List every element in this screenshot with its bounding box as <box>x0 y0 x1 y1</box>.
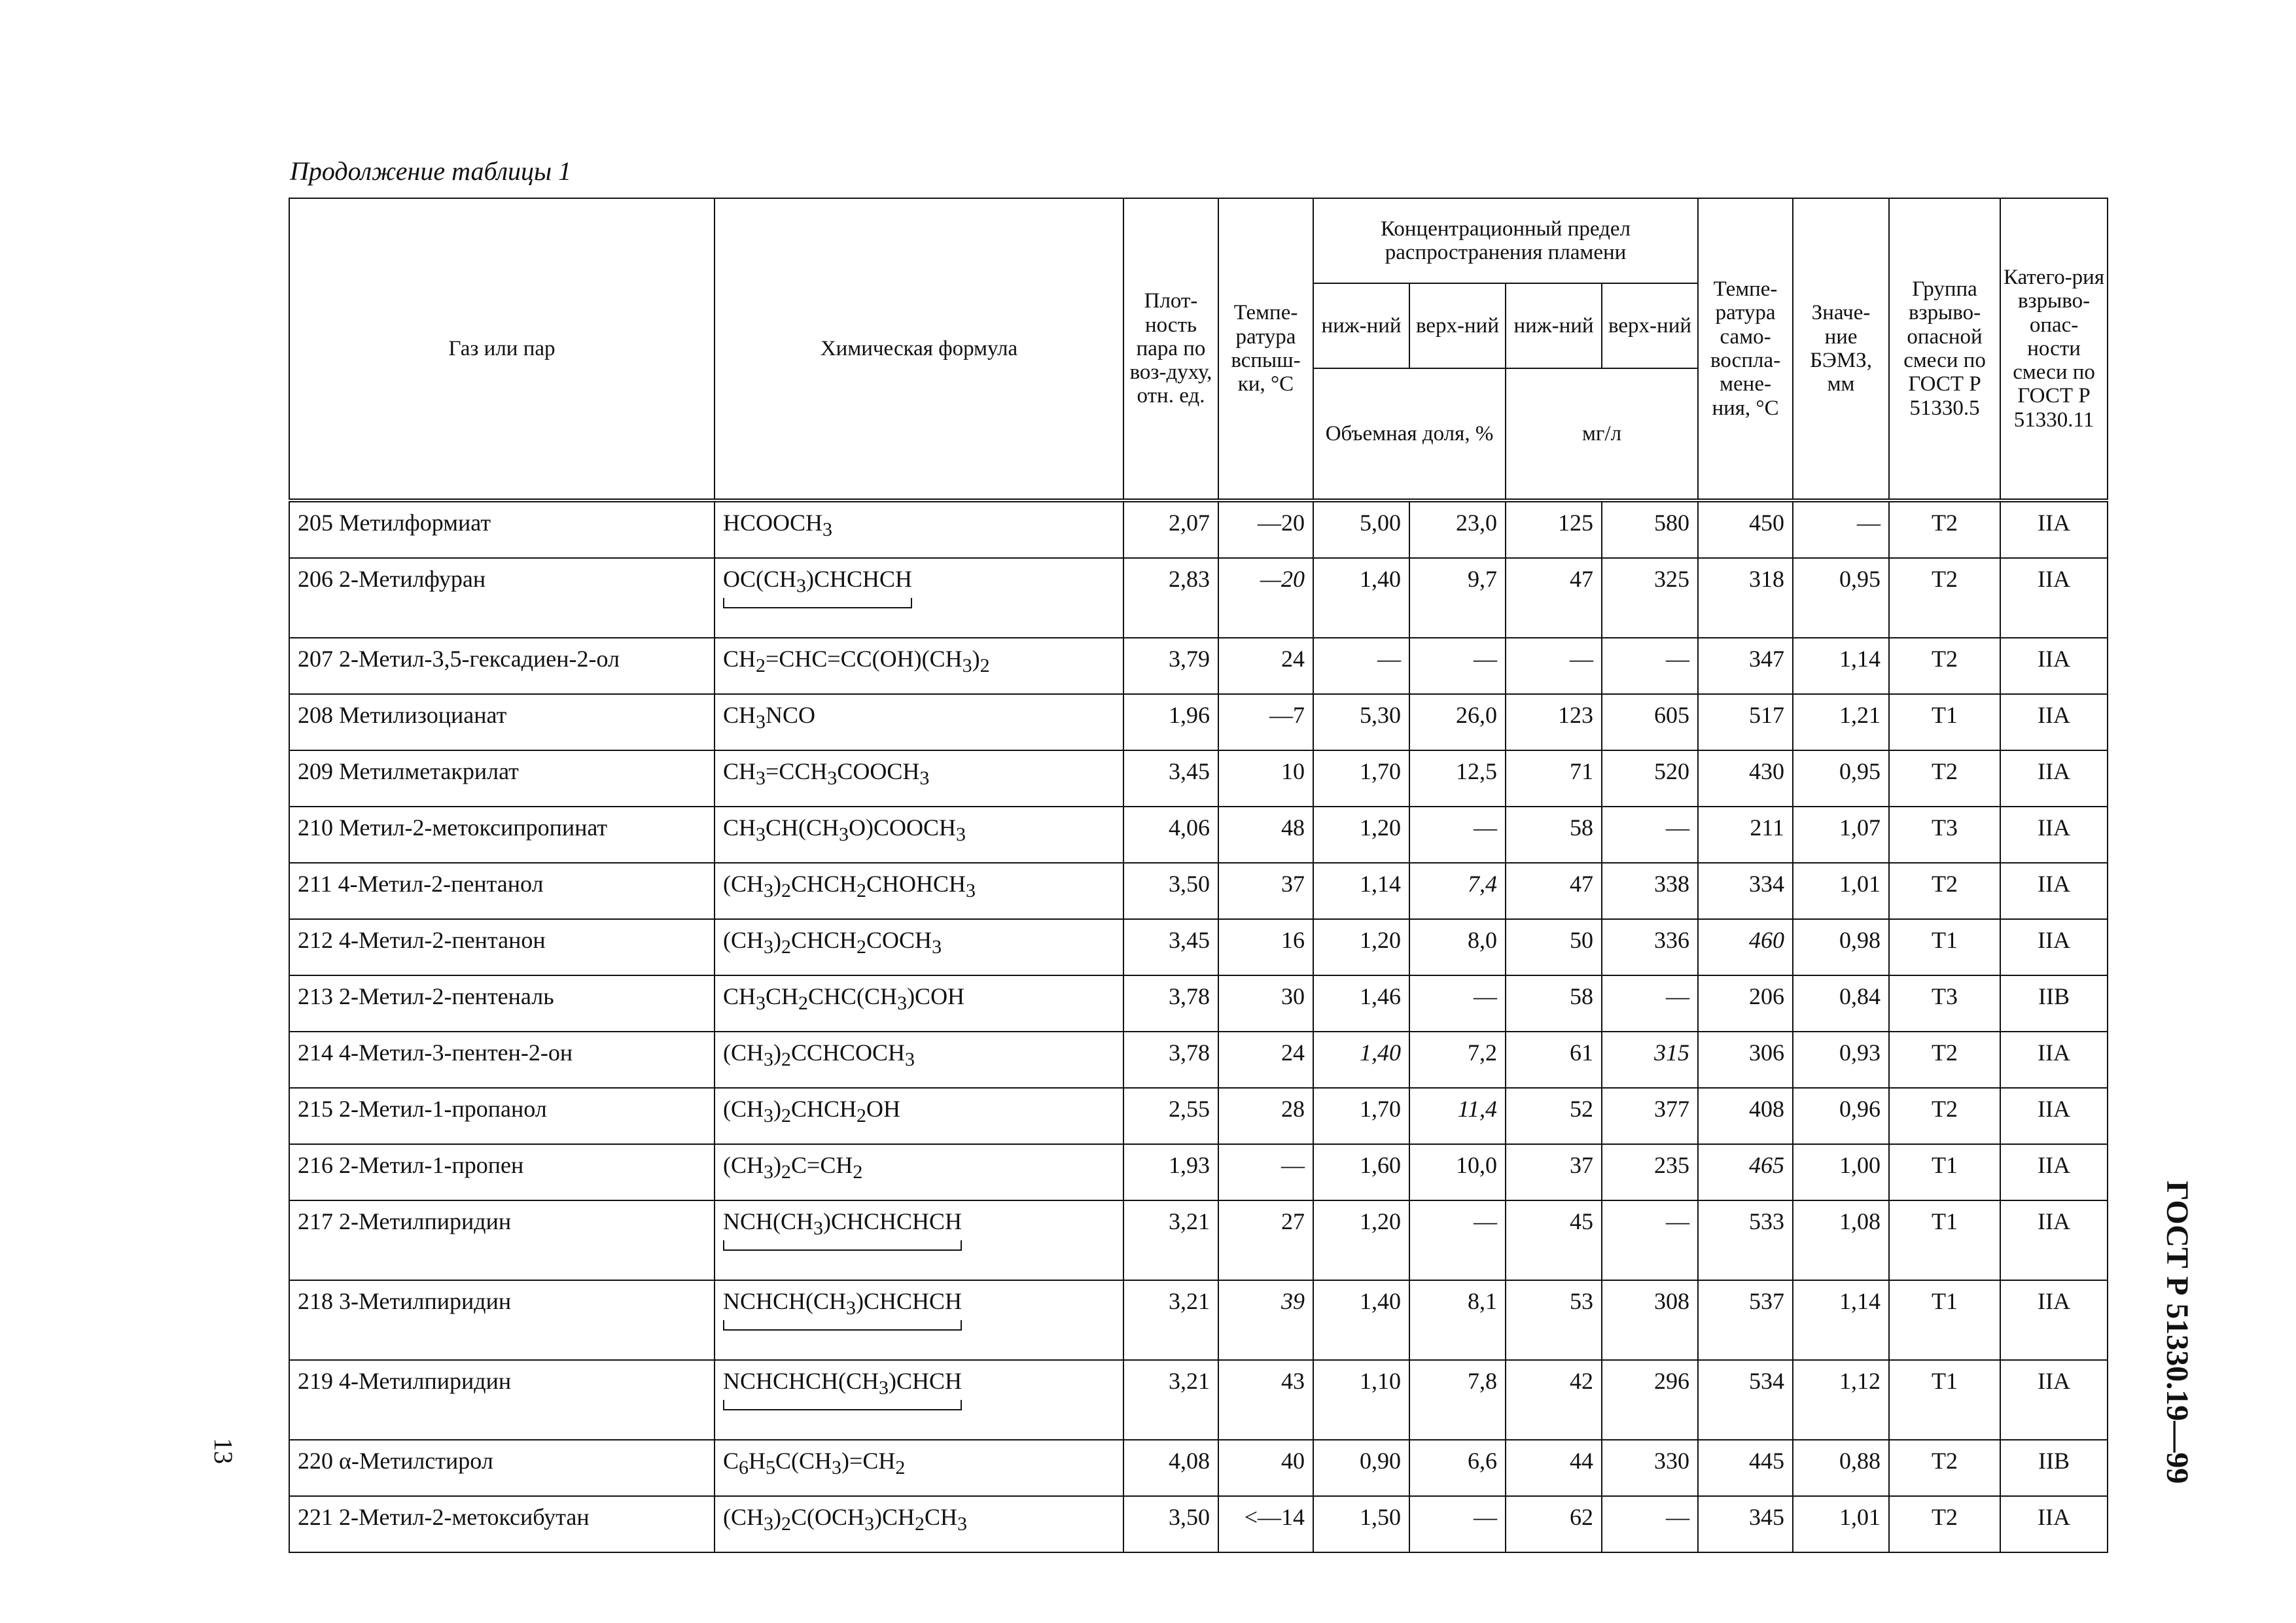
cell-group: T2 <box>1889 500 2000 558</box>
cell-group: T2 <box>1889 1440 2000 1496</box>
cell-formula <box>715 807 1123 863</box>
cell-upper-vol: 26,0 <box>1409 694 1506 750</box>
cell-lower-vol: 1,40 <box>1313 1280 1409 1360</box>
cell-group: T1 <box>1889 919 2000 975</box>
table-row <box>289 558 2108 638</box>
cell-category: IIA <box>2000 558 2108 638</box>
cell-lower-mg: 37 <box>1506 1144 1602 1200</box>
table-row <box>289 638 2108 694</box>
cell-flash: 37 <box>1218 863 1313 919</box>
cell-lower-mg: 52 <box>1506 1088 1602 1144</box>
cell-lower-mg: 47 <box>1506 863 1602 919</box>
cell-category: IIA <box>2000 1200 2108 1280</box>
header-conc-limit: Концентрационный предел распространения пламени <box>1313 198 1698 283</box>
table-row <box>289 975 2108 1032</box>
cell-flash: —20 <box>1218 500 1313 558</box>
table-row <box>289 694 2108 750</box>
cell-category: IIA <box>2000 694 2108 750</box>
cell-upper-vol: — <box>1409 638 1506 694</box>
cell-formula <box>715 1280 1123 1360</box>
header-category: Катего-рия взрыво-опас-ности смеси по ГОСТ Р 51330.11 <box>2000 198 2108 500</box>
cell-density: 3,50 <box>1123 1496 1218 1552</box>
cell-memz: 1,14 <box>1793 638 1889 694</box>
header-density: Плот-ность пара по воз-духу, отн. ед. <box>1123 198 1218 500</box>
cell-upper-mg: 235 <box>1602 1144 1698 1200</box>
table-row <box>289 919 2108 975</box>
cell-formula <box>715 1088 1123 1144</box>
formula-text: $NCHCHCH(CH_3)CHCH$ <box>723 1369 962 1410</box>
table-row <box>289 750 2108 807</box>
cell-category: IIA <box>2000 1088 2108 1144</box>
cell-name: 213 2-Метил-2-пентеналь <box>289 975 715 1032</box>
cell-density: 2,07 <box>1123 500 1218 558</box>
cell-flash: 39 <box>1218 1280 1313 1360</box>
cell-autoignition: 347 <box>1698 638 1793 694</box>
cell-autoignition: 206 <box>1698 975 1793 1032</box>
cell-upper-mg: 296 <box>1602 1360 1698 1440</box>
header-formula: Химическая формула <box>715 198 1123 500</box>
cell-formula <box>715 1144 1123 1200</box>
gost-code: ГОСТ Р 51330.19—99 <box>2160 1181 2195 1484</box>
cell-name: 221 2-Метил-2-метоксибутан <box>289 1496 715 1552</box>
table-row <box>289 1088 2108 1144</box>
table-row <box>289 1144 2108 1200</box>
header-vol-fraction: Объемная доля, % <box>1313 368 1506 500</box>
cell-lower-vol: 1,40 <box>1313 558 1409 638</box>
cell-category: IIA <box>2000 919 2108 975</box>
cell-memz: 0,93 <box>1793 1032 1889 1088</box>
cell-name: 216 2-Метил-1-пропен <box>289 1144 715 1200</box>
cell-group: T1 <box>1889 1280 2000 1360</box>
gas-properties-table <box>289 198 2108 1553</box>
cell-category: IIB <box>2000 975 2108 1032</box>
cell-formula <box>715 1032 1123 1088</box>
cell-upper-vol: 7,4 <box>1409 863 1506 919</box>
cell-lower-vol: 1,70 <box>1313 750 1409 807</box>
cell-flash: 28 <box>1218 1088 1313 1144</box>
cell-flash: 30 <box>1218 975 1313 1032</box>
cell-upper-vol: 8,1 <box>1409 1280 1506 1360</box>
cell-category: IIA <box>2000 500 2108 558</box>
cell-upper-mg: 605 <box>1602 694 1698 750</box>
cell-name: 209 Метилметакрилат <box>289 750 715 807</box>
table-row <box>289 1280 2108 1360</box>
cell-group: T2 <box>1889 750 2000 807</box>
cell-autoignition: 534 <box>1698 1360 1793 1440</box>
header-upper-mg: верх-ний <box>1602 283 1698 368</box>
table-body <box>289 500 2108 1552</box>
header-upper-vol: верх-ний <box>1409 283 1506 368</box>
cell-memz: 1,07 <box>1793 807 1889 863</box>
cell-group: T2 <box>1889 638 2000 694</box>
cell-memz: 1,12 <box>1793 1360 1889 1440</box>
cell-memz: 0,98 <box>1793 919 1889 975</box>
cell-upper-vol: 6,6 <box>1409 1440 1506 1496</box>
cell-lower-vol: 5,00 <box>1313 500 1409 558</box>
cell-upper-mg: 520 <box>1602 750 1698 807</box>
cell-memz: 1,14 <box>1793 1280 1889 1360</box>
cell-flash: 24 <box>1218 638 1313 694</box>
ring-bracket <box>723 598 912 608</box>
cell-upper-mg: 308 <box>1602 1280 1698 1360</box>
cell-flash: —7 <box>1218 694 1313 750</box>
cell-memz: — <box>1793 500 1889 558</box>
cell-autoignition: 445 <box>1698 1440 1793 1496</box>
cell-lower-vol: 1,40 <box>1313 1032 1409 1088</box>
cell-name: 211 4-Метил-2-пентанол <box>289 863 715 919</box>
cell-upper-vol: 9,7 <box>1409 558 1506 638</box>
cell-autoignition: 318 <box>1698 558 1793 638</box>
cell-memz: 0,95 <box>1793 558 1889 638</box>
ring-bracket <box>723 1400 962 1410</box>
cell-lower-mg: — <box>1506 638 1602 694</box>
cell-formula <box>715 863 1123 919</box>
table-row <box>289 863 2108 919</box>
table-row <box>289 500 2108 558</box>
cell-lower-vol: 0,90 <box>1313 1440 1409 1496</box>
cell-upper-vol: — <box>1409 975 1506 1032</box>
cell-density: 3,50 <box>1123 863 1218 919</box>
cell-lower-mg: 58 <box>1506 975 1602 1032</box>
formula-text: $HCOOCH_3$ <box>723 510 833 541</box>
cell-upper-mg: 580 <box>1602 500 1698 558</box>
cell-upper-mg: 330 <box>1602 1440 1698 1496</box>
cell-upper-vol: 7,8 <box>1409 1360 1506 1440</box>
cell-density: 3,21 <box>1123 1200 1218 1280</box>
cell-lower-vol: 1,70 <box>1313 1088 1409 1144</box>
formula-text: $(CH_3)_2CHCH_2OH$ <box>723 1096 901 1127</box>
table-row <box>289 1200 2108 1280</box>
cell-formula <box>715 750 1123 807</box>
cell-density: 3,78 <box>1123 975 1218 1032</box>
cell-memz: 1,01 <box>1793 1496 1889 1552</box>
cell-group: T1 <box>1889 1144 2000 1200</box>
cell-memz: 0,95 <box>1793 750 1889 807</box>
cell-autoignition: 345 <box>1698 1496 1793 1552</box>
cell-flash: <—14 <box>1218 1496 1313 1552</box>
cell-flash: 16 <box>1218 919 1313 975</box>
cell-category: IIA <box>2000 638 2108 694</box>
formula-text: $NCH(CH_3)CHCHCHCH$ <box>723 1209 962 1251</box>
cell-formula <box>715 694 1123 750</box>
cell-lower-mg: 42 <box>1506 1360 1602 1440</box>
cell-lower-mg: 50 <box>1506 919 1602 975</box>
cell-lower-mg: 71 <box>1506 750 1602 807</box>
cell-upper-mg: 377 <box>1602 1088 1698 1144</box>
cell-group: T2 <box>1889 863 2000 919</box>
cell-group: T3 <box>1889 807 2000 863</box>
cell-memz: 1,08 <box>1793 1200 1889 1280</box>
formula-text: $NCHCH(CH_3)CHCHCH$ <box>723 1289 962 1331</box>
cell-flash: —20 <box>1218 558 1313 638</box>
cell-name: 220 α-Метилстирол <box>289 1440 715 1496</box>
cell-density: 3,45 <box>1123 919 1218 975</box>
cell-name: 218 3-Метилпиридин <box>289 1280 715 1360</box>
formula-text: $CH_3NCO$ <box>723 702 816 733</box>
cell-category: IIA <box>2000 750 2108 807</box>
cell-density: 1,96 <box>1123 694 1218 750</box>
cell-name: 215 2-Метил-1-пропанол <box>289 1088 715 1144</box>
formula-text: $(CH_3)_2C(OCH_3)CH_2CH_3$ <box>723 1504 968 1535</box>
cell-memz: 0,84 <box>1793 975 1889 1032</box>
cell-upper-mg: 336 <box>1602 919 1698 975</box>
cell-formula <box>715 919 1123 975</box>
table-caption: Продолжение таблицы 1 <box>290 156 572 186</box>
cell-flash: — <box>1218 1144 1313 1200</box>
cell-density: 3,21 <box>1123 1360 1218 1440</box>
cell-upper-vol: 23,0 <box>1409 500 1506 558</box>
cell-autoignition: 334 <box>1698 863 1793 919</box>
table-row <box>289 1440 2108 1496</box>
formula-text: $(CH_3)_2C=CH_2$ <box>723 1152 863 1183</box>
cell-lower-vol: 1,50 <box>1313 1496 1409 1552</box>
header-lower-vol: ниж-ний <box>1313 283 1409 368</box>
cell-autoignition: 465 <box>1698 1144 1793 1200</box>
cell-upper-mg: 338 <box>1602 863 1698 919</box>
cell-upper-vol: 7,2 <box>1409 1032 1506 1088</box>
cell-upper-mg: — <box>1602 1200 1698 1280</box>
cell-upper-mg: 325 <box>1602 558 1698 638</box>
cell-group: T2 <box>1889 1032 2000 1088</box>
formula-text: $C_6H_5C(CH_3)=CH_2$ <box>723 1448 906 1479</box>
cell-category: IIA <box>2000 807 2108 863</box>
cell-autoignition: 306 <box>1698 1032 1793 1088</box>
cell-category: IIA <box>2000 863 2108 919</box>
cell-flash: 40 <box>1218 1440 1313 1496</box>
cell-formula <box>715 638 1123 694</box>
cell-density: 3,45 <box>1123 750 1218 807</box>
cell-autoignition: 460 <box>1698 919 1793 975</box>
table-row <box>289 1360 2108 1440</box>
cell-memz: 0,96 <box>1793 1088 1889 1144</box>
cell-name: 208 Метилизоцианат <box>289 694 715 750</box>
ring-bracket <box>723 1320 962 1331</box>
table-row <box>289 807 2108 863</box>
formula-text: $CH_2=CHC=CC(OH)(CH_3)_2$ <box>723 646 990 677</box>
header-mgl: мг/л <box>1506 368 1698 500</box>
cell-autoignition: 537 <box>1698 1280 1793 1360</box>
cell-density: 2,55 <box>1123 1088 1218 1144</box>
cell-lower-vol: 1,20 <box>1313 1200 1409 1280</box>
cell-upper-vol: — <box>1409 1200 1506 1280</box>
table-header <box>289 198 2108 500</box>
cell-flash: 27 <box>1218 1200 1313 1280</box>
cell-flash: 10 <box>1218 750 1313 807</box>
cell-upper-mg: — <box>1602 1496 1698 1552</box>
cell-upper-vol: 10,0 <box>1409 1144 1506 1200</box>
cell-upper-vol: 8,0 <box>1409 919 1506 975</box>
cell-density: 4,06 <box>1123 807 1218 863</box>
cell-name: 206 2-Метилфуран <box>289 558 715 638</box>
cell-lower-mg: 44 <box>1506 1440 1602 1496</box>
cell-memz: 1,21 <box>1793 694 1889 750</box>
cell-formula <box>715 1200 1123 1280</box>
header-lower-mg: ниж-ний <box>1506 283 1602 368</box>
table-row <box>289 1032 2108 1088</box>
cell-name: 219 4-Метилпиридин <box>289 1360 715 1440</box>
cell-lower-vol: 1,10 <box>1313 1360 1409 1440</box>
cell-memz: 1,00 <box>1793 1144 1889 1200</box>
cell-name: 214 4-Метил-3-пентен-2-он <box>289 1032 715 1088</box>
cell-density: 1,93 <box>1123 1144 1218 1200</box>
cell-lower-mg: 53 <box>1506 1280 1602 1360</box>
cell-flash: 48 <box>1218 807 1313 863</box>
cell-formula <box>715 1360 1123 1440</box>
cell-lower-mg: 61 <box>1506 1032 1602 1088</box>
cell-group: T2 <box>1889 1088 2000 1144</box>
formula-text: $(CH_3)_2CHCH_2CHOHCH_3$ <box>723 871 976 902</box>
cell-upper-vol: — <box>1409 807 1506 863</box>
cell-autoignition: 430 <box>1698 750 1793 807</box>
cell-lower-mg: 123 <box>1506 694 1602 750</box>
cell-flash: 24 <box>1218 1032 1313 1088</box>
cell-memz: 1,01 <box>1793 863 1889 919</box>
cell-formula <box>715 975 1123 1032</box>
cell-category: IIA <box>2000 1280 2108 1360</box>
cell-formula <box>715 558 1123 638</box>
cell-lower-vol: 5,30 <box>1313 694 1409 750</box>
cell-lower-mg: 125 <box>1506 500 1602 558</box>
cell-autoignition: 211 <box>1698 807 1793 863</box>
cell-category: IIA <box>2000 1496 2108 1552</box>
ring-bracket <box>723 1240 962 1251</box>
cell-upper-vol: — <box>1409 1496 1506 1552</box>
formula-text: $(CH_3)_2CHCH_2COCH_3$ <box>723 927 942 958</box>
cell-density: 3,78 <box>1123 1032 1218 1088</box>
cell-autoignition: 408 <box>1698 1088 1793 1144</box>
formula-text: $CH_3=CCH_3COOCH_3$ <box>723 758 930 790</box>
cell-lower-mg: 45 <box>1506 1200 1602 1280</box>
header-memz: Значе-ние БЭМЗ, мм <box>1793 198 1889 500</box>
header-autoignition: Темпе-ратура само-воспла-мене-ния, °С <box>1698 198 1793 500</box>
table-row <box>289 1496 2108 1552</box>
cell-group: T1 <box>1889 694 2000 750</box>
cell-upper-mg: 315 <box>1602 1032 1698 1088</box>
cell-name: 212 4-Метил-2-пентанон <box>289 919 715 975</box>
cell-lower-vol: 1,60 <box>1313 1144 1409 1200</box>
header-gas: Газ или пар <box>289 198 715 500</box>
header-group: Группа взрыво-опасной смеси по ГОСТ Р 51330.5 <box>1889 198 2000 500</box>
page-number: 13 <box>209 1438 238 1464</box>
cell-upper-mg: — <box>1602 807 1698 863</box>
cell-group: T3 <box>1889 975 2000 1032</box>
formula-text: $(CH_3)_2CCHCOCH_3$ <box>723 1039 915 1071</box>
cell-category: IIA <box>2000 1144 2108 1200</box>
cell-autoignition: 533 <box>1698 1200 1793 1280</box>
cell-category: IIB <box>2000 1440 2108 1496</box>
cell-group: T1 <box>1889 1200 2000 1280</box>
formula-text: $CH_3CH(CH_3O)COOCH_3$ <box>723 814 966 846</box>
cell-lower-mg: 58 <box>1506 807 1602 863</box>
cell-lower-vol: 1,20 <box>1313 919 1409 975</box>
cell-autoignition: 450 <box>1698 500 1793 558</box>
formula-text: $CH_3CH_2CHC(CH_3)COH$ <box>723 983 965 1015</box>
cell-formula <box>715 1440 1123 1496</box>
cell-name: 205 Метилформиат <box>289 500 715 558</box>
cell-density: 3,79 <box>1123 638 1218 694</box>
formula-text: $OC(CH_3)CHCHCH$ <box>723 567 912 608</box>
cell-formula <box>715 500 1123 558</box>
cell-upper-mg: — <box>1602 975 1698 1032</box>
cell-lower-vol: 1,46 <box>1313 975 1409 1032</box>
cell-category: IIA <box>2000 1360 2108 1440</box>
cell-name: 217 2-Метилпиридин <box>289 1200 715 1280</box>
cell-lower-vol: — <box>1313 638 1409 694</box>
cell-group: T1 <box>1889 1360 2000 1440</box>
cell-flash: 43 <box>1218 1360 1313 1440</box>
cell-memz: 0,88 <box>1793 1440 1889 1496</box>
header-flash: Темпе-ратура вспыш-ки, °С <box>1218 198 1313 500</box>
cell-upper-vol: 11,4 <box>1409 1088 1506 1144</box>
cell-autoignition: 517 <box>1698 694 1793 750</box>
cell-name: 207 2-Метил-3,5-гексадиен-2-ол <box>289 638 715 694</box>
cell-group: T2 <box>1889 1496 2000 1552</box>
cell-lower-vol: 1,14 <box>1313 863 1409 919</box>
cell-density: 3,21 <box>1123 1280 1218 1360</box>
cell-formula <box>715 1496 1123 1552</box>
cell-upper-vol: 12,5 <box>1409 750 1506 807</box>
cell-category: IIA <box>2000 1032 2108 1088</box>
cell-lower-vol: 1,20 <box>1313 807 1409 863</box>
cell-lower-mg: 62 <box>1506 1496 1602 1552</box>
cell-group: T2 <box>1889 558 2000 638</box>
cell-name: 210 Метил-2-метоксипропинат <box>289 807 715 863</box>
cell-density: 4,08 <box>1123 1440 1218 1496</box>
cell-density: 2,83 <box>1123 558 1218 638</box>
cell-lower-mg: 47 <box>1506 558 1602 638</box>
cell-upper-mg: — <box>1602 638 1698 694</box>
